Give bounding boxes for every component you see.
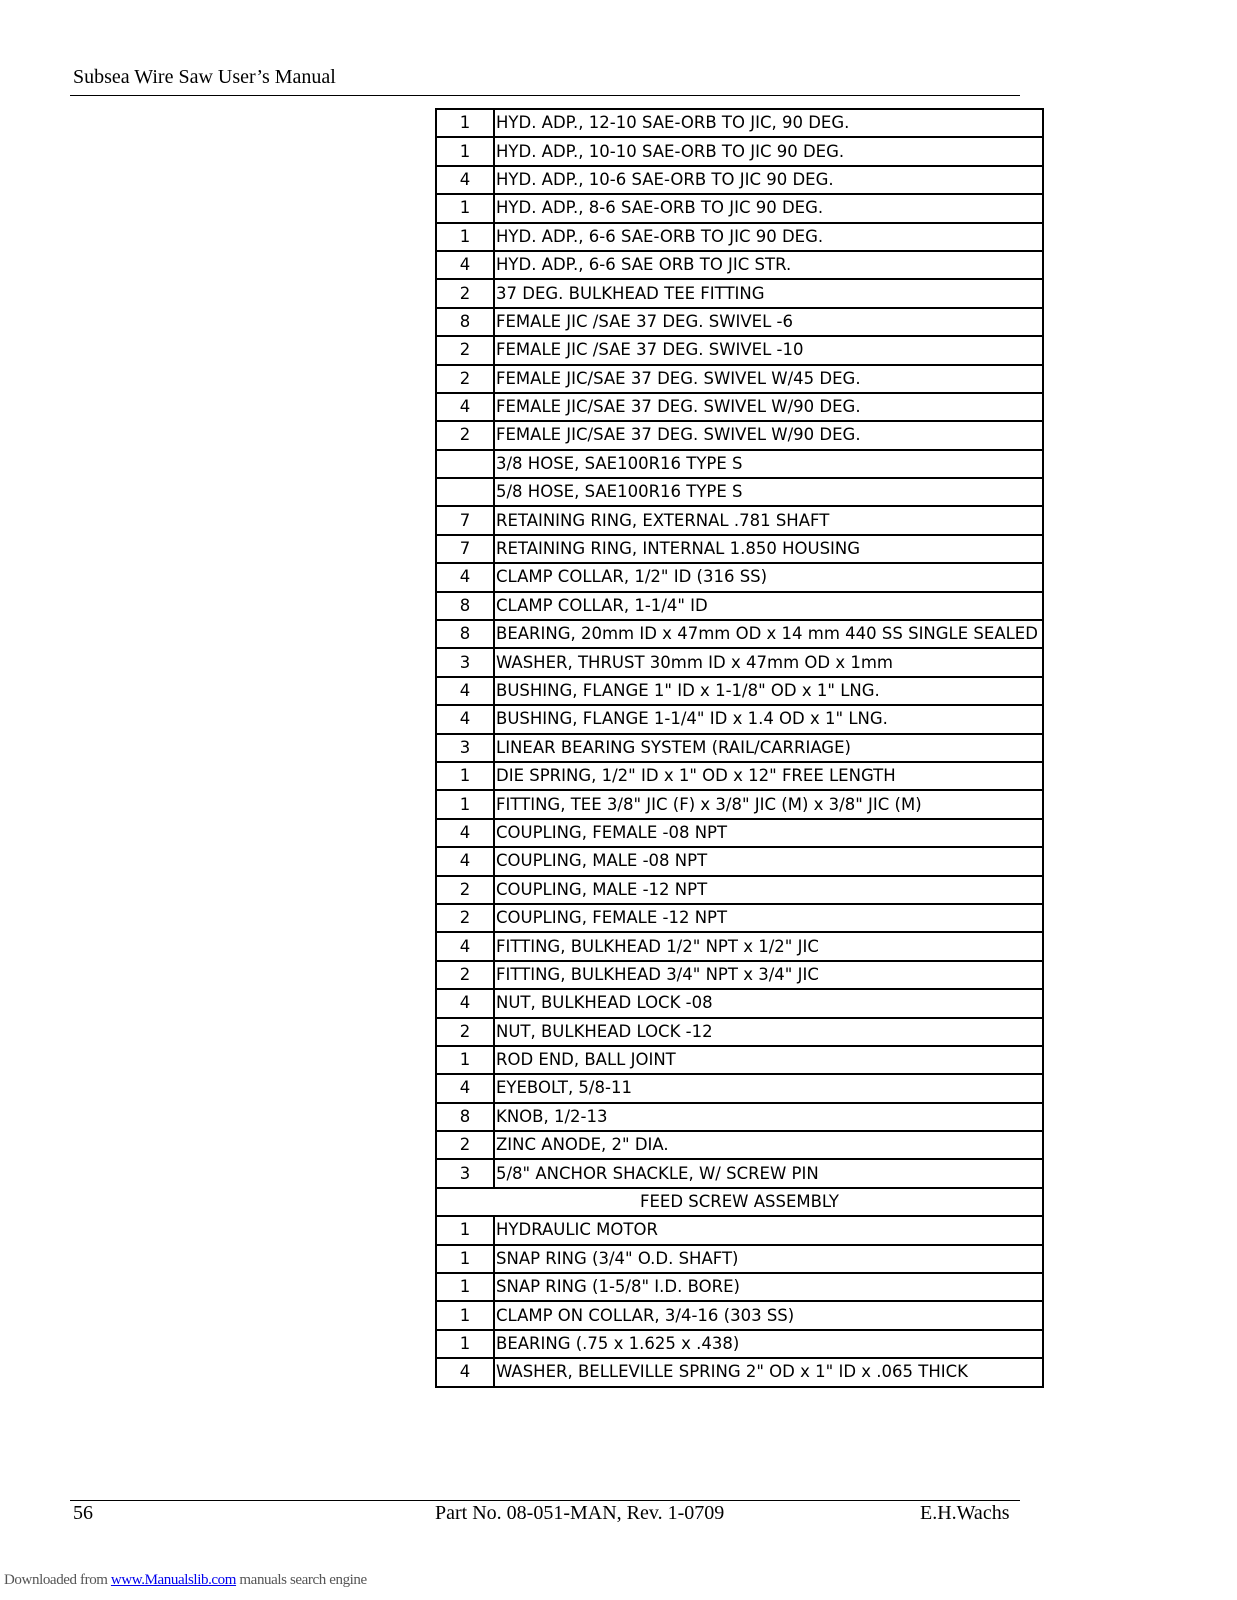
description-cell: CLAMP COLLAR, 1/2" ID (316 SS) — [494, 563, 1043, 591]
qty-cell: 2 — [436, 336, 494, 364]
description-cell: 3/8 HOSE, SAE100R16 TYPE S — [494, 450, 1043, 478]
qty-cell: 4 — [436, 677, 494, 705]
qty-cell: 8 — [436, 308, 494, 336]
section-row — [436, 1188, 1043, 1216]
qty-cell: 1 — [436, 790, 494, 818]
table-row — [436, 932, 1043, 960]
qty-cell: 4 — [436, 932, 494, 960]
description-cell: FEMALE JIC /SAE 37 DEG. SWIVEL -6 — [494, 308, 1043, 336]
table-row — [436, 677, 1043, 705]
qty-cell — [436, 478, 494, 506]
qty-cell: 1 — [436, 762, 494, 790]
table-row — [436, 450, 1043, 478]
qty-cell: 2 — [436, 279, 494, 307]
table-row — [436, 365, 1043, 393]
description-cell: RETAINING RING, INTERNAL 1.850 HOUSING — [494, 535, 1043, 563]
description-cell: COUPLING, MALE -12 NPT — [494, 876, 1043, 904]
section-title: FEED SCREW ASSEMBLY — [436, 1188, 1043, 1216]
qty-cell: 1 — [436, 109, 494, 137]
description-cell: FITTING, BULKHEAD 1/2" NPT x 1/2" JIC — [494, 932, 1043, 960]
table-row — [436, 137, 1043, 165]
table-row — [436, 251, 1043, 279]
qty-cell: 1 — [436, 1216, 494, 1244]
description-cell: SNAP RING (3/4" O.D. SHAFT) — [494, 1245, 1043, 1273]
description-cell: FEMALE JIC/SAE 37 DEG. SWIVEL W/90 DEG. — [494, 393, 1043, 421]
table-row — [436, 279, 1043, 307]
qty-cell: 8 — [436, 620, 494, 648]
qty-cell: 2 — [436, 421, 494, 449]
table-row — [436, 1216, 1043, 1244]
download-prefix: Downloaded from — [4, 1572, 111, 1588]
qty-cell: 1 — [436, 194, 494, 222]
qty-cell: 1 — [436, 137, 494, 165]
description-cell: 5/8 HOSE, SAE100R16 TYPE S — [494, 478, 1043, 506]
qty-cell: 4 — [436, 819, 494, 847]
page-number: 56 — [73, 1502, 93, 1524]
description-cell: HYD. ADP., 10-6 SAE-ORB TO JIC 90 DEG. — [494, 166, 1043, 194]
table-row — [436, 1131, 1043, 1159]
qty-cell: 4 — [436, 705, 494, 733]
table-row — [436, 535, 1043, 563]
description-cell: COUPLING, FEMALE -12 NPT — [494, 904, 1043, 932]
qty-cell: 8 — [436, 592, 494, 620]
qty-cell: 3 — [436, 1159, 494, 1187]
download-suffix: manuals search engine — [236, 1572, 367, 1588]
description-cell: HYD. ADP., 6-6 SAE ORB TO JIC STR. — [494, 251, 1043, 279]
description-cell: LINEAR BEARING SYSTEM (RAIL/CARRIAGE) — [494, 734, 1043, 762]
description-cell: DIE SPRING, 1/2" ID x 1" OD x 12" FREE LENGTH — [494, 762, 1043, 790]
footer-rule — [70, 1500, 1020, 1501]
table-row — [436, 1273, 1043, 1301]
table-row — [436, 989, 1043, 1017]
description-cell: WASHER, THRUST 30mm ID x 47mm OD x 1mm — [494, 648, 1043, 676]
qty-cell: 4 — [436, 1358, 494, 1386]
table-row — [436, 1103, 1043, 1131]
description-cell: EYEBOLT, 5/8-11 — [494, 1074, 1043, 1102]
qty-cell: 4 — [436, 393, 494, 421]
table-row — [436, 1358, 1043, 1386]
description-cell: ZINC ANODE, 2" DIA. — [494, 1131, 1043, 1159]
table-row — [436, 961, 1043, 989]
table-row — [436, 1245, 1043, 1273]
manualslib-link[interactable]: www.Manualslib.com — [110, 1572, 237, 1588]
qty-cell: 8 — [436, 1103, 494, 1131]
qty-cell: 7 — [436, 535, 494, 563]
qty-cell: 1 — [436, 223, 494, 251]
qty-cell: 3 — [436, 734, 494, 762]
description-cell: ROD END, BALL JOINT — [494, 1046, 1043, 1074]
description-cell: 37 DEG. BULKHEAD TEE FITTING — [494, 279, 1043, 307]
table-row — [436, 336, 1043, 364]
table-row — [436, 308, 1043, 336]
description-cell: WASHER, BELLEVILLE SPRING 2" OD x 1" ID x .065 THICK — [494, 1358, 1043, 1386]
description-cell: FEMALE JIC/SAE 37 DEG. SWIVEL W/45 DEG. — [494, 365, 1043, 393]
description-cell: BUSHING, FLANGE 1" ID x 1-1/8" OD x 1" LNG. — [494, 677, 1043, 705]
description-cell: HYD. ADP., 10-10 SAE-ORB TO JIC 90 DEG. — [494, 137, 1043, 165]
table-row — [436, 1046, 1043, 1074]
description-cell: NUT, BULKHEAD LOCK -08 — [494, 989, 1043, 1017]
qty-cell: 1 — [436, 1301, 494, 1329]
description-cell: HYDRAULIC MOTOR — [494, 1216, 1043, 1244]
table-row — [436, 847, 1043, 875]
table-row — [436, 876, 1043, 904]
qty-cell: 3 — [436, 648, 494, 676]
description-cell: COUPLING, FEMALE -08 NPT — [494, 819, 1043, 847]
description-cell: FITTING, BULKHEAD 3/4" NPT x 3/4" JIC — [494, 961, 1043, 989]
table-row — [436, 734, 1043, 762]
table-row — [436, 1159, 1043, 1187]
description-cell: SNAP RING (1-5/8" I.D. BORE) — [494, 1273, 1043, 1301]
qty-cell: 2 — [436, 904, 494, 932]
table-row — [436, 790, 1043, 818]
qty-cell: 2 — [436, 1018, 494, 1046]
table-row — [436, 1074, 1043, 1102]
table-row — [436, 592, 1043, 620]
table-row — [436, 904, 1043, 932]
table-row — [436, 1301, 1043, 1329]
table-row — [436, 109, 1043, 137]
description-cell: HYD. ADP., 8-6 SAE-ORB TO JIC 90 DEG. — [494, 194, 1043, 222]
description-cell: BUSHING, FLANGE 1-1/4" ID x 1.4 OD x 1" LNG. — [494, 705, 1043, 733]
table-row — [436, 705, 1043, 733]
qty-cell: 4 — [436, 1074, 494, 1102]
qty-cell: 1 — [436, 1046, 494, 1074]
table-row — [436, 393, 1043, 421]
qty-cell: 1 — [436, 1330, 494, 1358]
parts-table — [435, 108, 1044, 1388]
running-header: Subsea Wire Saw User’s Manual — [73, 66, 336, 88]
description-cell: KNOB, 1/2-13 — [494, 1103, 1043, 1131]
description-cell: HYD. ADP., 6-6 SAE-ORB TO JIC 90 DEG. — [494, 223, 1043, 251]
description-cell: FITTING, TEE 3/8" JIC (F) x 3/8" JIC (M) x 3/8" JIC (M) — [494, 790, 1043, 818]
qty-cell: 1 — [436, 1245, 494, 1273]
qty-cell: 2 — [436, 961, 494, 989]
qty-cell: 7 — [436, 506, 494, 534]
header-rule — [70, 95, 1020, 96]
table-row — [436, 478, 1043, 506]
qty-cell: 4 — [436, 251, 494, 279]
table-row — [436, 648, 1043, 676]
description-cell: CLAMP ON COLLAR, 3/4-16 (303 SS) — [494, 1301, 1043, 1329]
table-row — [436, 223, 1043, 251]
parts-table-body — [436, 109, 1043, 1387]
table-row — [436, 506, 1043, 534]
description-cell: FEMALE JIC /SAE 37 DEG. SWIVEL -10 — [494, 336, 1043, 364]
table-row — [436, 166, 1043, 194]
description-cell: BEARING (.75 x 1.625 x .438) — [494, 1330, 1043, 1358]
description-cell: NUT, BULKHEAD LOCK -12 — [494, 1018, 1043, 1046]
description-cell: CLAMP COLLAR, 1-1/4" ID — [494, 592, 1043, 620]
description-cell: 5/8" ANCHOR SHACKLE, W/ SCREW PIN — [494, 1159, 1043, 1187]
table-row — [436, 421, 1043, 449]
download-notice — [4, 1572, 367, 1589]
table-row — [436, 819, 1043, 847]
table-row — [436, 620, 1043, 648]
qty-cell: 2 — [436, 365, 494, 393]
company-name: E.H.Wachs — [920, 1502, 1010, 1524]
table-row — [436, 762, 1043, 790]
table-row — [436, 194, 1043, 222]
qty-cell — [436, 450, 494, 478]
table-row — [436, 563, 1043, 591]
qty-cell: 4 — [436, 847, 494, 875]
qty-cell: 4 — [436, 989, 494, 1017]
description-cell: RETAINING RING, EXTERNAL .781 SHAFT — [494, 506, 1043, 534]
description-cell: HYD. ADP., 12-10 SAE-ORB TO JIC, 90 DEG. — [494, 109, 1043, 137]
qty-cell: 2 — [436, 1131, 494, 1159]
qty-cell: 1 — [436, 1273, 494, 1301]
qty-cell: 4 — [436, 563, 494, 591]
table-row — [436, 1330, 1043, 1358]
description-cell: COUPLING, MALE -08 NPT — [494, 847, 1043, 875]
description-cell: BEARING, 20mm ID x 47mm OD x 14 mm 440 SS SINGLE SEALED — [494, 620, 1043, 648]
qty-cell: 4 — [436, 166, 494, 194]
qty-cell: 2 — [436, 876, 494, 904]
description-cell: FEMALE JIC/SAE 37 DEG. SWIVEL W/90 DEG. — [494, 421, 1043, 449]
table-row — [436, 1018, 1043, 1046]
part-number: Part No. 08-051-MAN, Rev. 1-0709 — [435, 1502, 725, 1524]
